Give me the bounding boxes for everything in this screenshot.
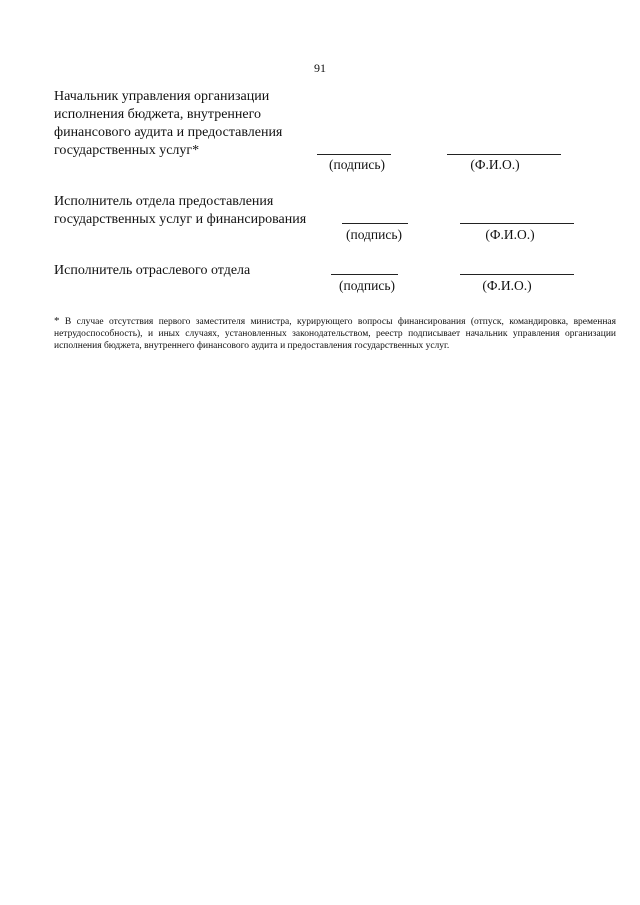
signature-block-1-name-line	[447, 154, 561, 155]
signature-block-2-signature-line	[342, 223, 408, 224]
footnote-mark: *	[54, 315, 60, 327]
signature-block-1-signature-line	[317, 154, 391, 155]
signature-block-1-name-caption: (Ф.И.О.)	[470, 157, 520, 172]
page-number: 91	[314, 61, 326, 75]
signature-block-3-name-caption: (Ф.И.О.)	[482, 278, 532, 293]
signature-block-2-name-caption: (Ф.И.О.)	[485, 227, 535, 242]
signature-block-1-title: Начальник управления организации исполнения бюджета, внутреннего финансового аудита и предоставления государственных услуг*	[54, 89, 283, 158]
signature-block-2-signature-caption: (подпись)	[345, 227, 403, 242]
signature-block-2-title: Исполнитель отдела предоставления государственных услуг и финансирования	[54, 194, 307, 227]
footnote	[54, 315, 616, 352]
signature-block-2-name-line	[460, 223, 574, 224]
signature-block-1-signature-caption: (подпись)	[328, 157, 386, 172]
footnote-text: В случае отсутствия первого заместителя министра, курирующего вопросы финансирования (отпуск, командировка, временная нетрудоспособность), и иных случаях, установленных законодательством, реестр подписывает начальник управления организации исполнения бюджета, внутреннего финансового аудита и предоставления государственных услуг.	[54, 317, 617, 351]
signature-block-3-signature-line	[331, 274, 398, 275]
signature-block-3-name-line	[460, 274, 574, 275]
signature-block-3-title: Исполнитель отраслевого отдела	[54, 263, 251, 278]
signature-block-3-signature-caption: (подпись)	[338, 278, 396, 293]
